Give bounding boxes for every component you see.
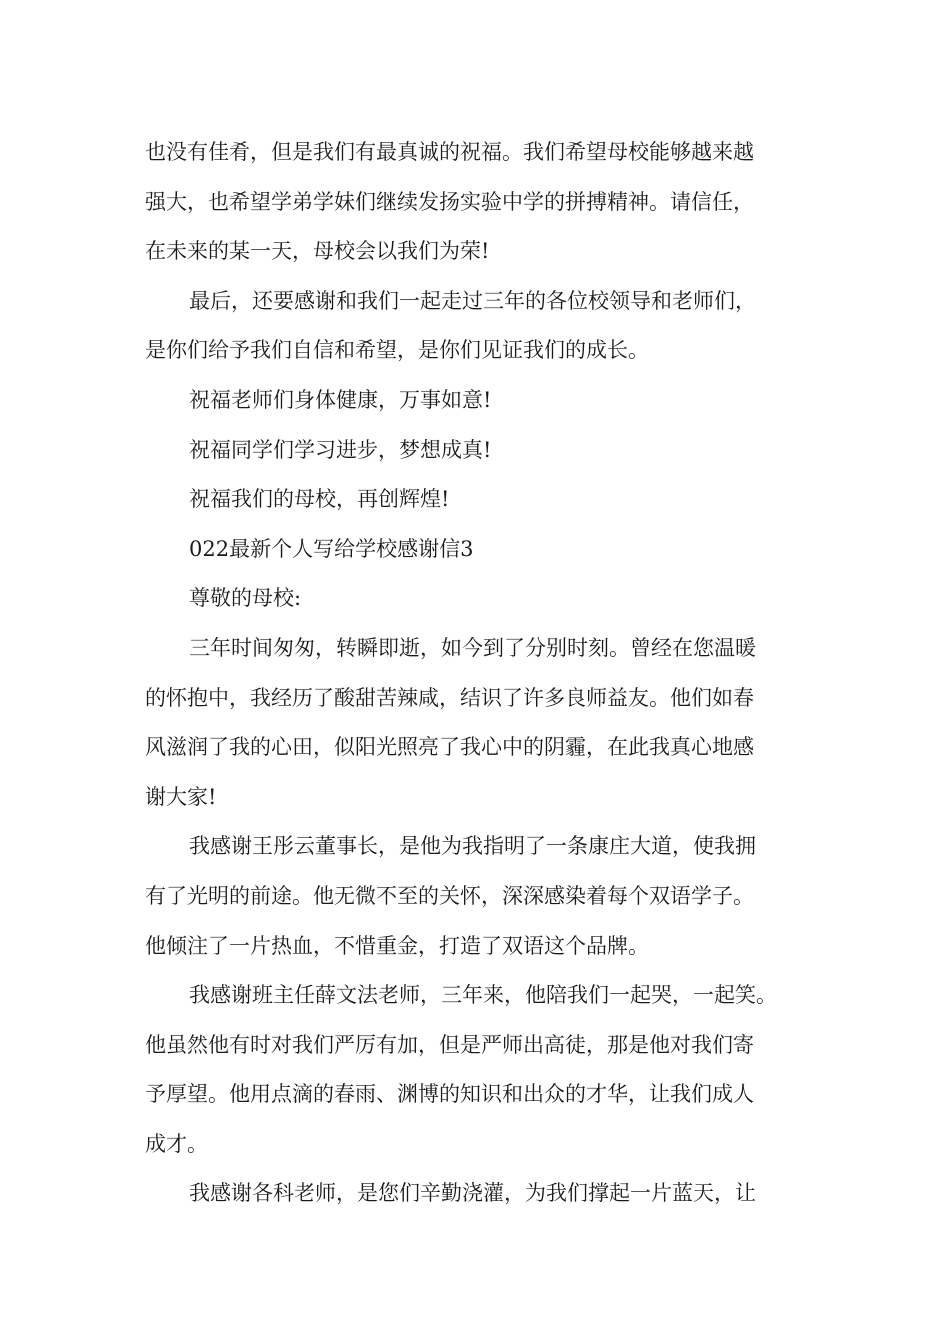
text-line: 成才。: [145, 1131, 208, 1156]
text-line: 最后，还要感谢和我们一起走过三年的各位校领导和老师们，: [189, 288, 756, 313]
text-line: 三年时间匆匆，转瞬即逝，如今到了分别时刻。曾经在您温暖: [189, 635, 756, 660]
document-body: [145, 128, 825, 1219]
paragraph-thanks-teachers: [145, 277, 825, 376]
salutation: [145, 574, 825, 624]
text-line: 我感谢班主任薛文法老师，三年来，他陪我们一起哭，一起笑。: [189, 983, 777, 1008]
text-line: 也没有佳肴，但是我们有最真诚的祝福。我们希望母校能够越来越: [145, 140, 754, 164]
paragraph-blessing-classmates: [145, 426, 825, 476]
text-line: 谢大家!: [145, 784, 217, 809]
paragraph-three-years: [145, 624, 825, 822]
paragraph-blessing-teachers: [145, 376, 825, 426]
text-line: 祝福我们的母校，再创辉煌!: [189, 487, 450, 512]
text-line: 祝福同学们学习进步，梦想成真!: [189, 437, 492, 462]
text-line: 尊敬的母校:: [189, 586, 302, 611]
text-line: 我感谢各科老师，是您们辛勤浇灌，为我们撑起一片蓝天，让: [189, 1181, 756, 1206]
heading-line: 022最新个人写给学校感谢信3: [189, 536, 474, 561]
text-line: 风滋润了我的心田，似阳光照亮了我心中的阴霾，在此我真心地感: [145, 735, 754, 760]
section-heading: [145, 525, 825, 575]
text-line: 是你们给予我们自信和希望，是你们见证我们的成长。: [145, 338, 649, 363]
text-line: 他虽然他有时对我们严厉有加，但是严师出高徒，那是他对我们寄: [145, 1032, 754, 1057]
paragraph-thanks-head-teacher: [145, 971, 825, 1169]
text-line: 予厚望。他用点滴的春雨、渊博的知识和出众的才华，让我们成人: [145, 1082, 754, 1107]
text-line: 的怀抱中，我经历了酸甜苦辣咸，结识了许多良师益友。他们如春: [145, 685, 754, 710]
paragraph-thanks-subject-teachers: [145, 1169, 825, 1219]
text-line: 他倾注了一片热血，不惜重金，打造了双语这个品牌。: [145, 933, 649, 958]
paragraph-thanks-chairman: [145, 822, 825, 971]
text-line: 有了光明的前途。他无微不至的关怀，深深感染着每个双语学子。: [145, 883, 754, 908]
paragraph-wishes-closing: [145, 128, 825, 277]
text-line: 强大，也希望学弟学妹们继续发扬实验中学的拼搏精神。请信任，: [145, 189, 754, 214]
text-line: 在未来的某一天，母校会以我们为荣!: [145, 239, 490, 264]
paragraph-blessing-school: [145, 475, 825, 525]
text-line: 祝福老师们身体健康，万事如意!: [189, 387, 492, 412]
text-line: 我感谢王彤云董事长，是他为我指明了一条康庄大道，使我拥: [189, 834, 756, 859]
